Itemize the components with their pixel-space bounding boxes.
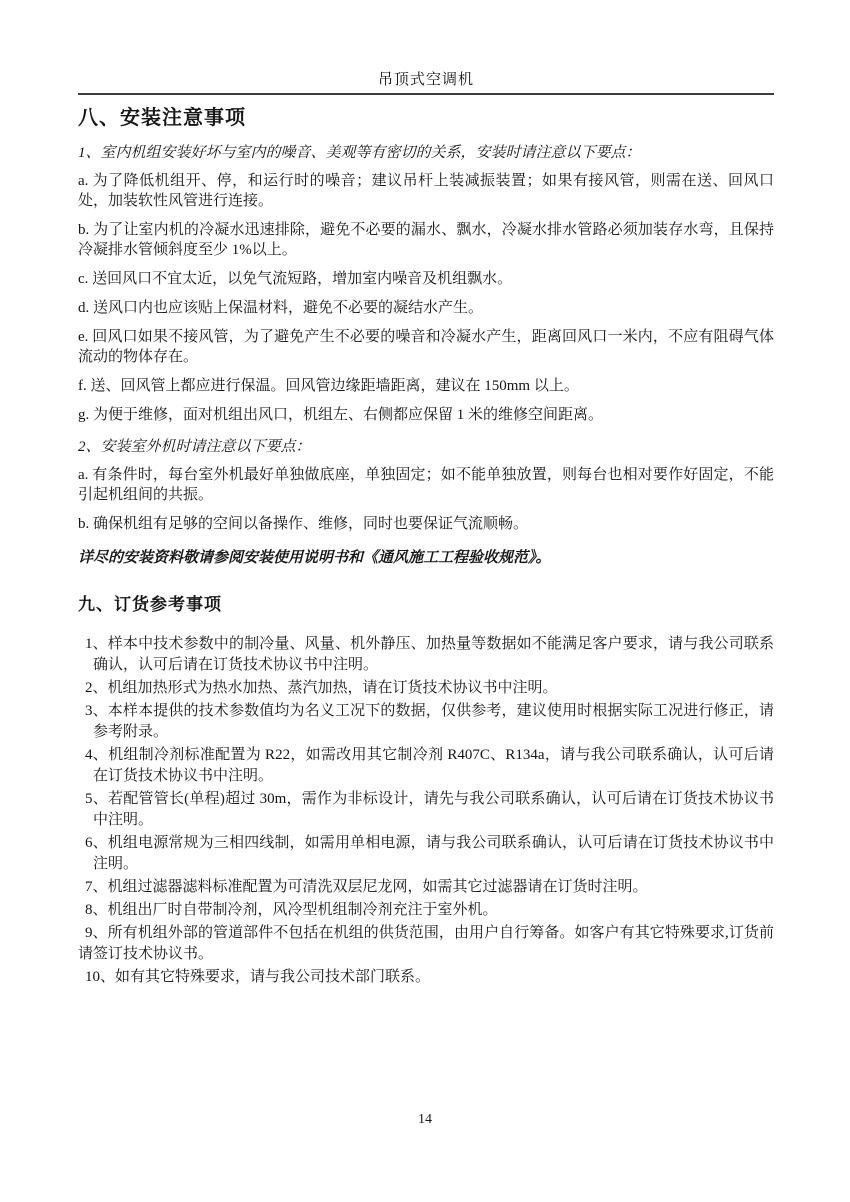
section9-item-7: 7、机组过滤器滤料标准配置为可清洗双层尼龙网，如需其它过滤器请在订货时注明。 <box>85 879 648 895</box>
section8-point-d: d. 送风口内也应该贴上保温材料，避免不必要的凝结水产生。 <box>78 300 484 316</box>
section8-intro-1: 1、室内机组安装好坏与室内的噪音、美观等有密切的关系，安装时请注意以下要点： <box>78 145 641 161</box>
section8-point-f: f. 送、回风管上都应进行保温。回风管边缘距墙距离，建议在 150mm 以上。 <box>78 378 579 394</box>
section8-outdoor-point-b: b. 确保机组有足够的空间以备操作、维修，同时也要保证气流顺畅。 <box>78 516 529 532</box>
section8-point-e: e. 回风口如果不接风管，为了避免产生不必要的噪音和冷凝水产生，距离回风口一米内，不应有阻碍气体流动的物体存在。 <box>78 329 774 365</box>
section8-intro-2: 2、安装室外机时请注意以下要点： <box>78 439 311 455</box>
section9-item-8: 8、机组出厂时自带制冷剂，风冷型机组制冷剂充注于室外机。 <box>85 902 498 918</box>
section8-note: 详尽的安装资料敬请参阅安装使用说明书和《通风施工工程验收规范》。 <box>78 550 551 566</box>
section9-item-list <box>78 634 774 988</box>
section9-item-1: 1、样本中技术参数中的制冷量、风量、机外静压、加热量等数据如不能满足客户要求，请与我公司联系确认，认可后请在订货技术协议书中注明。 <box>85 636 774 673</box>
section8-point-c: c. 送回风口不宜太近，以免气流短路，增加室内噪音及机组飘水。 <box>78 271 513 287</box>
header-divider <box>78 93 774 95</box>
page-header-title: 吊顶式空调机 <box>377 72 474 88</box>
section8-point-g: g. 为便于维修，面对机组出风口，机组左、右侧都应保留 1 米的维修空间距离。 <box>78 407 604 423</box>
page-number: 14 <box>418 1112 432 1127</box>
page-header <box>78 0 774 95</box>
section9-item-4: 4、机组制冷剂标准配置为 R22，如需改用其它制冷剂 R407C、R134a，请与我公司联系确认，认可后请在订货技术协议书中注明。 <box>85 747 774 784</box>
section9-item-2: 2、机组加热形式为热水加热、蒸汽加热，请在订货技术协议书中注明。 <box>85 680 558 696</box>
section-8-title: 八、安装注意事项 <box>78 107 246 129</box>
page-content <box>78 0 774 990</box>
section9-item-10: 10、如有其它特殊要求，请与我公司技术部门联系。 <box>85 969 431 985</box>
section9-item-5: 5、若配管管长(单程)超过 30m，需作为非标设计，请先与我公司联系确认，认可后请在订货技术协议书中注明。 <box>85 791 774 828</box>
section9-item-9: 9、所有机组外部的管道部件不包括在机组的供货范围，由用户自行筹备。如客户有其它特殊要求,订货前请签订技术协议书。 <box>78 925 774 962</box>
section8-point-b: b. 为了让室内机的冷凝水迅速排除，避免不必要的漏水、飘水，冷凝水排水管路必须加装存水弯，且保持冷凝排水管倾斜度至少 1%以上。 <box>78 222 774 258</box>
section-9-title: 九、订货参考事项 <box>78 595 222 614</box>
section8-point-a: a. 为了降低机组开、停，和运行时的噪音；建议吊杆上装减振装置；如果有接风管，则需在送、回风口处，加装软性风管进行连接。 <box>78 173 774 209</box>
section8-outdoor-point-a: a. 有条件时，每台室外机最好单独做底座，单独固定；如不能单独放置，则每台也相对要作好固定，不能引起机组间的共振。 <box>78 467 774 503</box>
section9-item-3: 3、本样本提供的技术参数值均为名义工况下的数据，仅供参考，建议使用时根据实际工况进行修正，请参考附录。 <box>85 703 774 740</box>
section9-item-6: 6、机组电源常规为三相四线制，如需用单相电源，请与我公司联系确认，认可后请在订货技术协议书中注明。 <box>85 835 774 872</box>
